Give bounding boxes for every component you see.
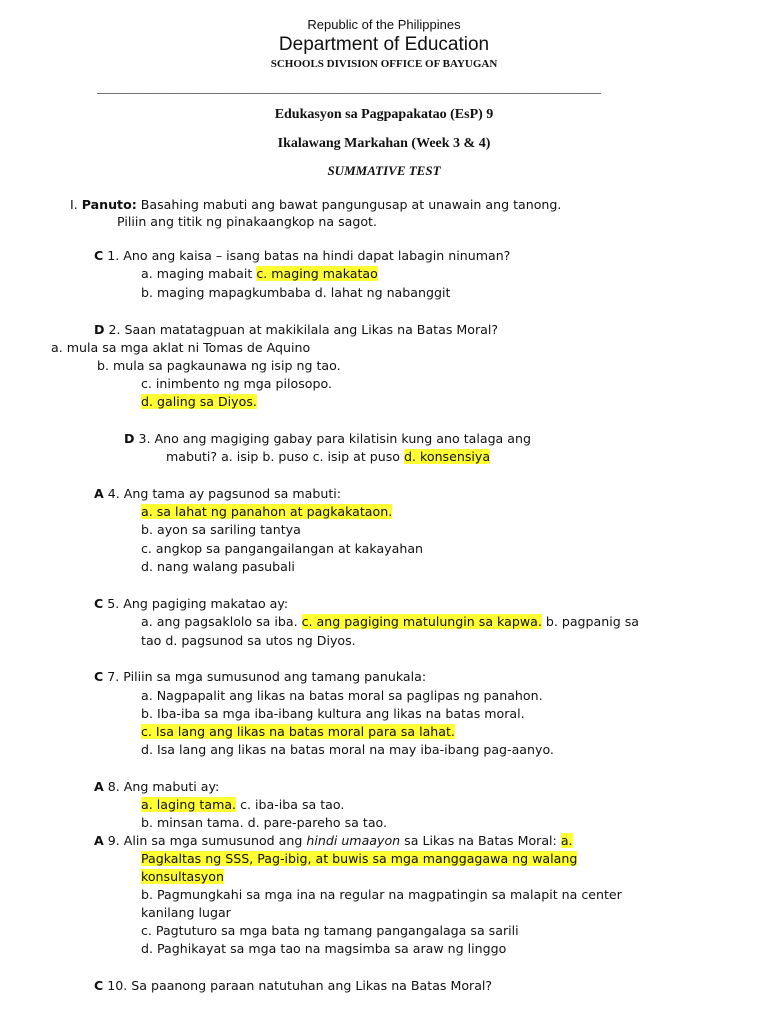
question-10: C 10. Sa paanong paraan natutuhan ang Likas na Batas Moral? (94, 978, 493, 993)
q7-option-b: b. Iba-iba sa mga iba-ibang kultura ang likas na batas moral. (141, 706, 525, 721)
q1-options-line-2: b. maging mapagkumbaba d. lahat ng nabanggit (141, 285, 451, 300)
highlighted-answer: a. laging tama. (141, 797, 237, 812)
q5-options-line-2: tao d. pagsunod sa utos ng Diyos. (141, 633, 356, 648)
question-1: C 1. Ano ang kaisa – isang batas na hindi dapat labagin ninuman? (94, 248, 511, 263)
q7-option-d: d. Isa lang ang likas na batas moral na may iba-ibang pag-aanyo. (141, 742, 554, 757)
q5-options-line-1: a. ang pagsaklolo sa iba. c. ang pagiging matulungin sa kapwa. b. pagpanig sa (141, 614, 640, 629)
answer-letter: D (124, 431, 135, 446)
highlighted-answer: c. Isa lang ang likas na batas moral para sa lahat. (141, 724, 455, 739)
highlighted-answer: a. (560, 833, 573, 848)
answer-letter: C (94, 669, 104, 684)
highlighted-answer: d. galing sa Diyos. (141, 394, 257, 409)
division-line: SCHOOLS DIVISION OFFICE OF BAYUGAN (270, 58, 498, 70)
answer-letter: A (94, 779, 104, 794)
emphasis-text: hindi umaayon (306, 833, 401, 848)
department-title: Department of Education (278, 34, 490, 55)
q8-options-line-2: b. minsan tama. d. pare-pareho sa tao. (141, 815, 388, 830)
q4-option-b: b. ayon sa sariling tantya (141, 522, 301, 537)
question-3: D 3. Ano ang magiging gabay para kilatisin kung ano talaga ang (124, 431, 531, 446)
highlighted-answer: Pagkaltas ng SSS, Pag-ibig, at buwis sa mga manggagawa ng walang (141, 851, 578, 866)
q9-option-a-line-3 (141, 868, 224, 885)
q2-option-d (141, 393, 257, 410)
instructions-label: Panuto: (81, 197, 137, 212)
answer-letter: A (94, 833, 104, 848)
highlighted-answer: a. sa lahat ng panahon at pagkakataon. (141, 504, 393, 519)
question-5: C 5. Ang pagiging makatao ay: (94, 596, 289, 611)
test-title: SUMMATIVE TEST (327, 163, 441, 178)
header-rule: ____________________________________________________________________________________ (97, 81, 601, 95)
q2-option-a: a. mula sa mga aklat ni Tomas de Aquino (51, 340, 311, 355)
instructions-line-1: I. Panuto: Basahing mabuti ang bawat pangungusap at unawain ang tanong. (70, 197, 562, 212)
q2-option-b: b. mula sa pagkaunawa ng isip ng tao. (97, 358, 341, 373)
q4-option-d: d. nang walang pasubali (141, 559, 295, 574)
q2-option-c: c. inimbento ng mga pilosopo. (141, 376, 332, 391)
highlighted-answer: c. maging makatao (256, 266, 378, 281)
q9-option-a-line-2 (141, 850, 577, 867)
answer-letter: C (94, 978, 104, 993)
question-7: C 7. Piliin sa mga sumusunod ang tamang panukala: (94, 669, 427, 684)
q7-option-c (141, 723, 455, 740)
q9-option-b-line-2: kanilang lugar (141, 905, 231, 920)
question-2: D 2. Saan matatagpuan at makikilala ang Likas na Batas Moral? (94, 322, 499, 337)
q9-option-b-line-1: b. Pagmungkahi sa mga ina na regular na magpatingin sa malapit na center (141, 887, 622, 902)
answer-letter: D (94, 322, 105, 337)
highlighted-answer: konsultasyon (141, 869, 224, 884)
question-8: A 8. Ang mabuti ay: (94, 779, 220, 794)
quarter-title: Ikalawang Markahan (Week 3 & 4) (277, 136, 491, 151)
q9-option-d: d. Paghikayat sa mga tao na magsimba sa araw ng linggo (141, 941, 507, 956)
question-4: A 4. Ang tama ay pagsunod sa mabuti: (94, 486, 342, 501)
highlighted-answer: c. ang pagiging matulungin sa kapwa. (301, 614, 542, 629)
answer-letter: C (94, 248, 104, 263)
answer-letter: C (94, 596, 104, 611)
q4-option-c: c. angkop sa pangangailangan at kakayahan (141, 541, 424, 556)
instructions-line-2: Piliin ang titik ng pinakaangkop na sagot. (117, 214, 377, 229)
republic-line: Republic of the Philippines (307, 17, 461, 32)
highlighted-answer: d. konsensiya (404, 449, 491, 464)
answer-letter: A (94, 486, 104, 501)
q1-options-line-1: a. maging mabait c. maging makatao (141, 266, 378, 281)
q9-option-c: c. Pagtuturo sa mga bata ng tamang pangangalaga sa sarili (141, 923, 519, 938)
question-9: A 9. Alin sa mga sumusunod ang hindi umaayon sa Likas na Batas Moral: a. (94, 833, 573, 848)
subject-title: Edukasyon sa Pagpapakatao (EsP) 9 (274, 107, 494, 122)
q7-option-a: a. Nagpapalit ang likas na batas moral sa paglipas ng panahon. (141, 688, 543, 703)
q3-options: mabuti? a. isip b. puso c. isip at puso d. konsensiya (166, 449, 491, 464)
q8-options-line-1: a. laging tama. c. iba-iba sa tao. (141, 797, 345, 812)
q4-option-a (141, 503, 392, 520)
